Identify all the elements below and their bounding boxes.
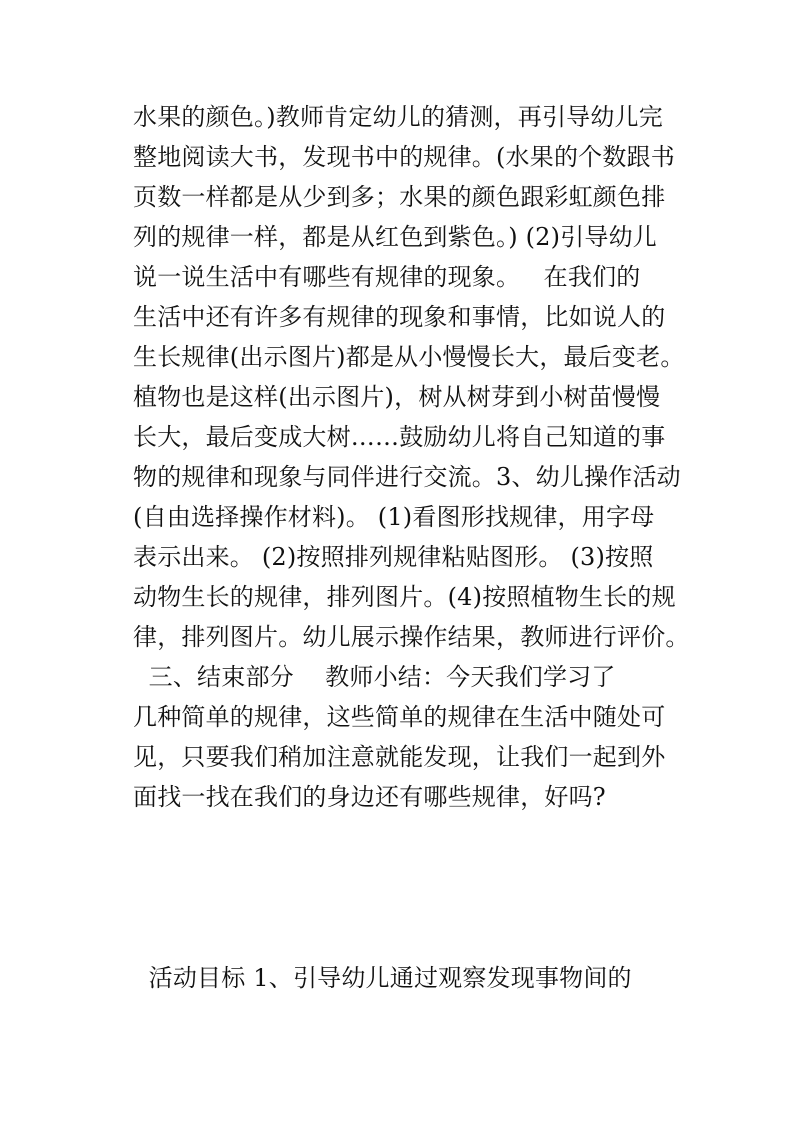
text-line: 水果的颜色。)教师肯定幼儿的猜测，再引导幼儿完 <box>133 103 663 131</box>
text-line: (自由选择操作材料)。 (1)看图形找规律，用字母 <box>133 503 655 531</box>
text-line: 几种简单的规律，这些简单的规律在生活中随处可 <box>133 703 666 731</box>
section-heading-line: 三、结束部分 教师小结：今天我们学习了 <box>133 663 616 691</box>
activity-goal-line: 活动目标 1、引导幼儿通过观察发现事物间的 <box>133 964 632 992</box>
text-line: 生活中还有许多有规律的现象和事情，比如说人的 <box>133 303 666 331</box>
text-line: 生长规律(出示图片)都是从小慢慢长大，最后变老。 <box>133 343 685 371</box>
text-line: 律，排列图片。幼儿展示操作结果，教师进行评价。 <box>133 623 690 651</box>
text-line: 整地阅读大书，发现书中的规律。(水果的个数跟书 <box>133 143 675 171</box>
text-line: 列的规律一样，都是从红色到紫色。) (2)引导幼儿 <box>133 223 657 251</box>
text-line: 说一说生活中有哪些有规律的现象。 在我们的 <box>133 263 641 291</box>
text-line: 面找一找在我们的身边还有哪些规律，好吗? <box>133 783 606 811</box>
text-line: 动物生长的规律，排列图片。(4)按照植物生长的规 <box>133 583 676 611</box>
text-line: 表示出来。 (2)按照排列规律粘贴图形。 (3)按照 <box>133 543 654 571</box>
text-line: 页数一样都是从少到多；水果的颜色跟彩虹颜色排 <box>133 183 666 211</box>
text-line: 物的规律和现象与同伴进行交流。3、幼儿操作活动 <box>133 463 681 491</box>
text-line: 见，只要我们稍加注意就能发现，让我们一起到外 <box>133 743 666 771</box>
text-line: 长大，最后变成大树……鼓励幼儿将自己知道的事 <box>133 423 666 451</box>
text-line: 植物也是这样(出示图片)，树从树芽到小树苗慢慢 <box>133 383 661 411</box>
